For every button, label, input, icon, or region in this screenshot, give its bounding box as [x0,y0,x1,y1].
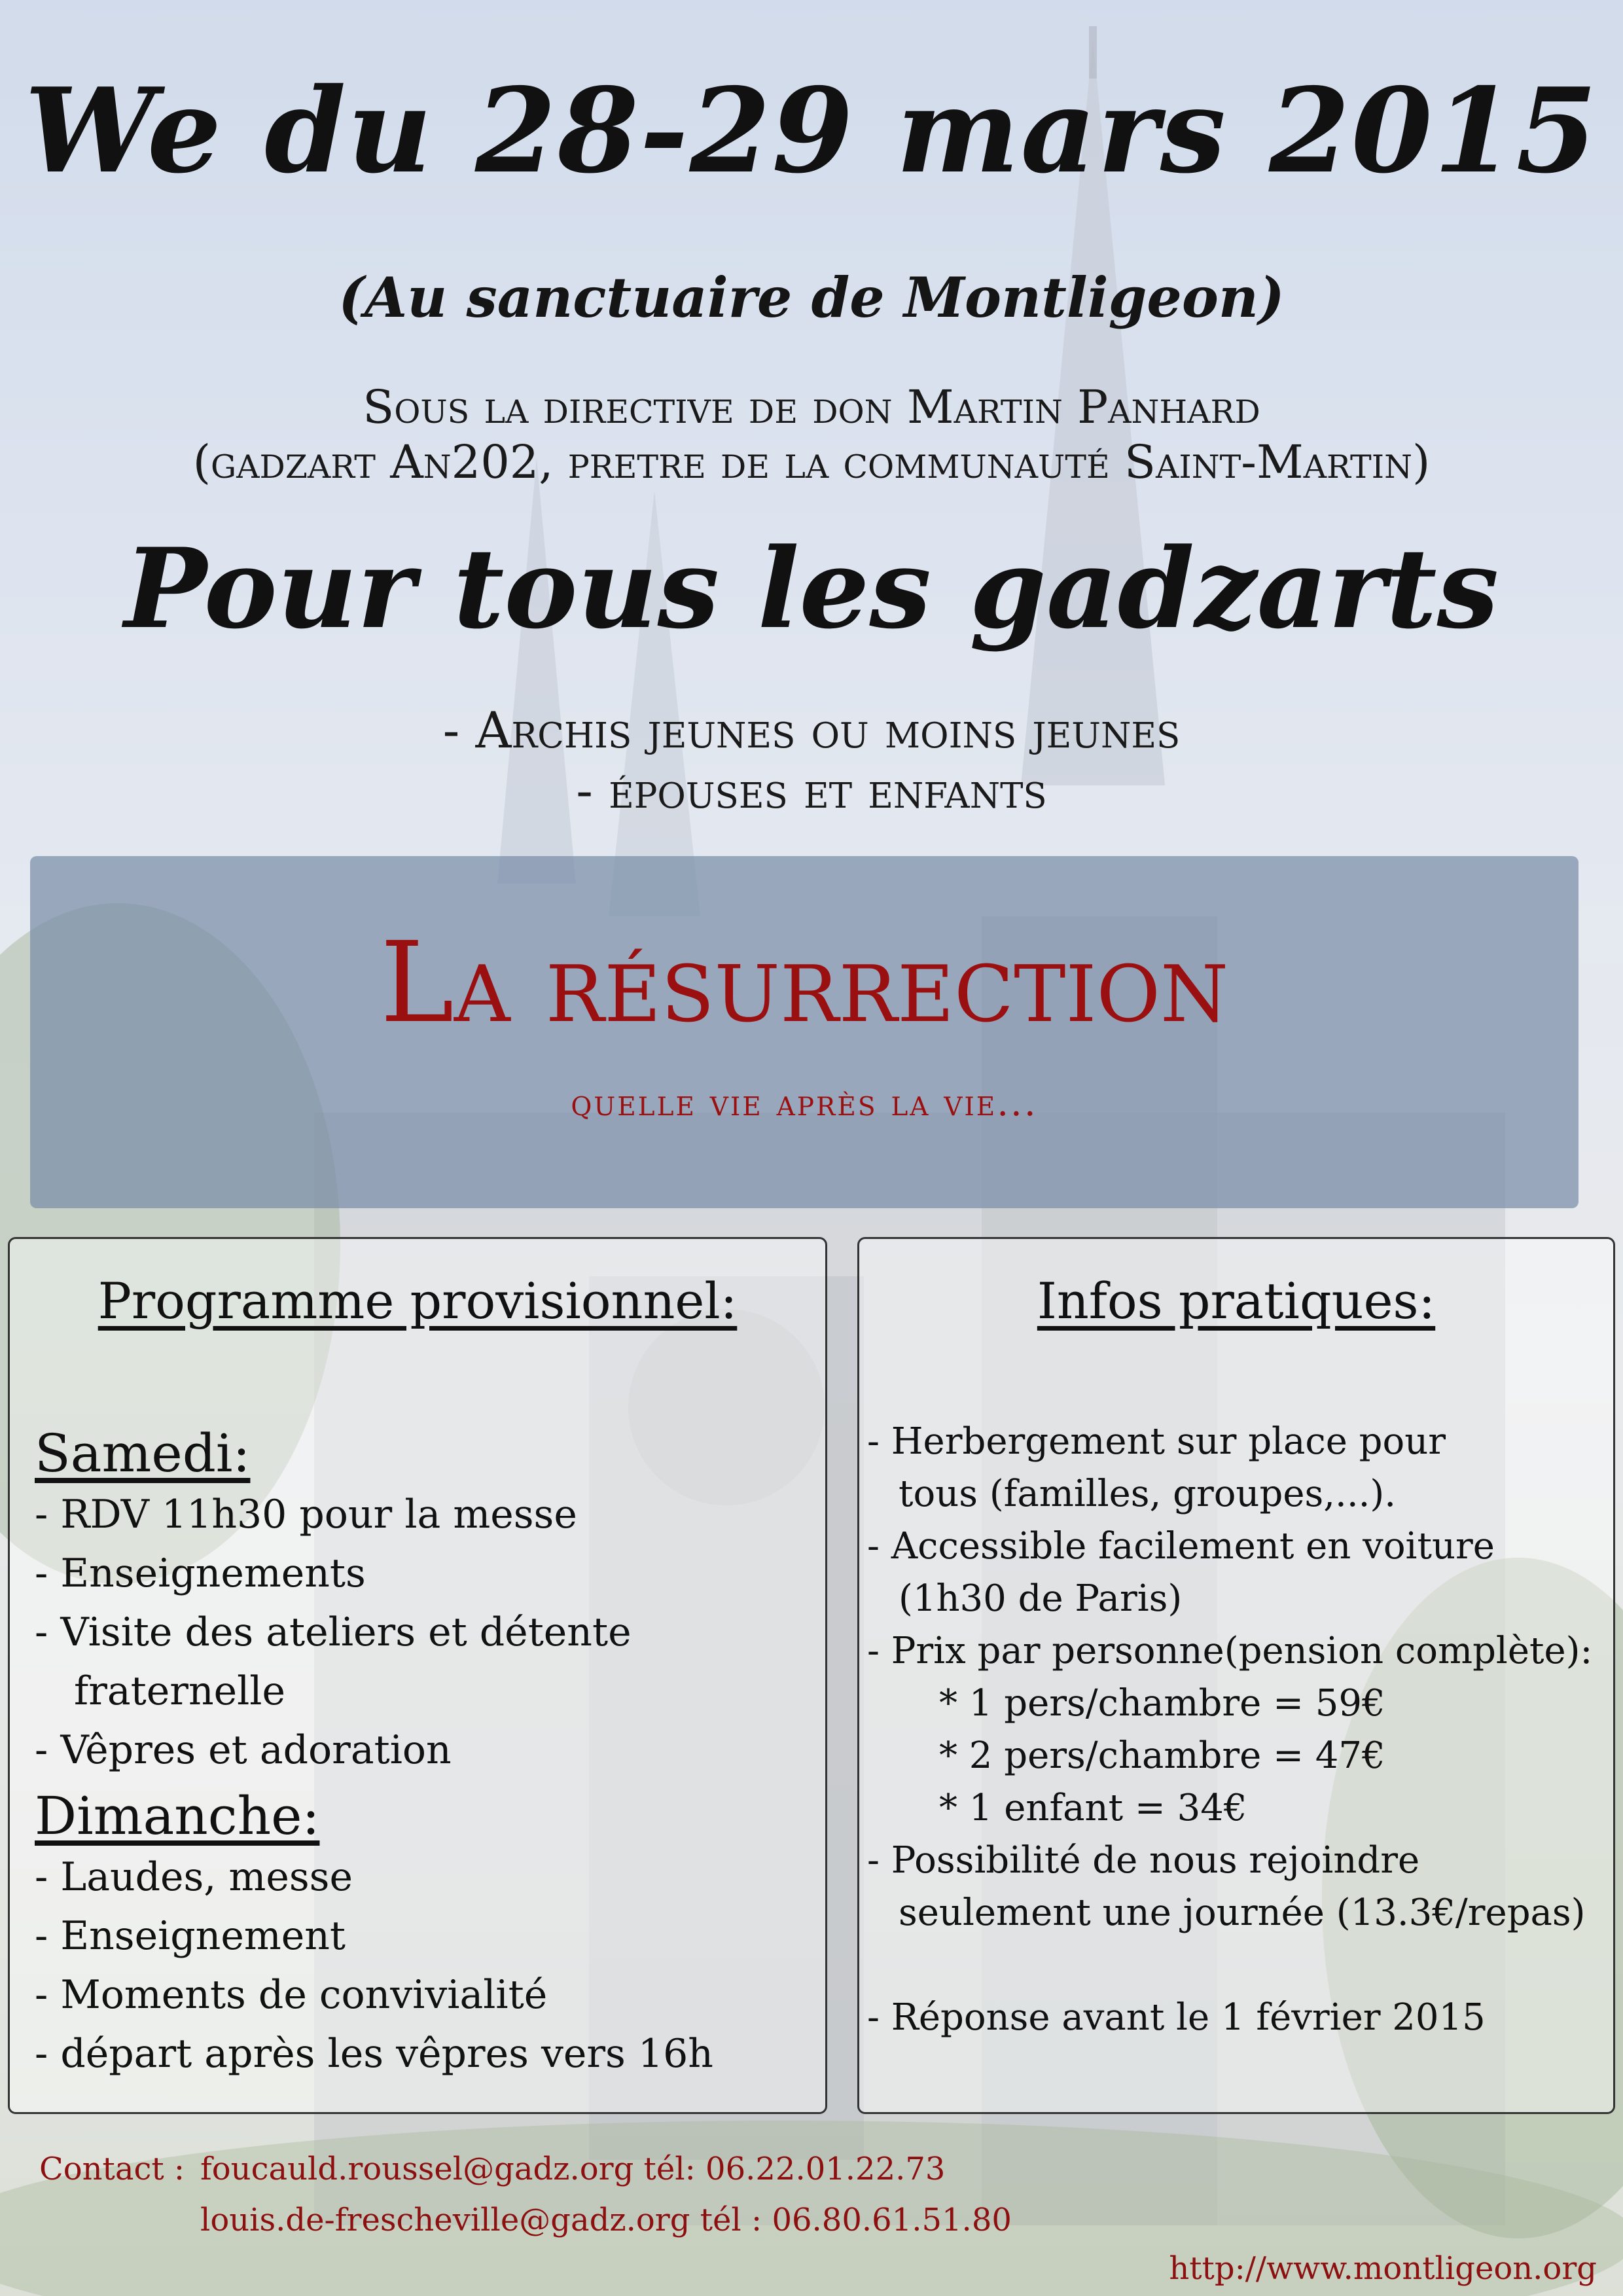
info-line: - Accessible facilement en voiture [867,1525,1495,1568]
info-line: (1h30 de Paris) [899,1577,1183,1620]
program-item: - Visite des ateliers et détente [35,1609,632,1655]
website-link[interactable]: http://www.montligeon.org [1169,2250,1597,2287]
program-item: - départ après les vêpres vers 16h [35,2031,713,2077]
directive-line-1: Sous la directive de don Martin Panhard [363,380,1260,434]
audience-title: Pour tous les gadzarts [124,524,1499,653]
theme-subtitle: quelle vie après la vie... [571,1082,1038,1124]
program-item: - Moments de convivialité [35,1972,548,2018]
practical-body [867,1416,1592,2044]
price-line: * 2 pers/chambre = 47€ [939,1734,1385,1777]
contact-line-1 [39,2144,1012,2195]
price-line: * 1 pers/chambre = 59€ [939,1682,1385,1725]
event-title: We du 28-29 mars 2015 [24,62,1599,199]
program-body [35,1422,713,2083]
contact-label: Contact : [39,2151,185,2187]
info-line: - Réponse avant le 1 février 2015 [867,1996,1486,2039]
sunday-label: Dimanche: [35,1785,320,1846]
audience-list [0,700,1623,821]
audience-line-2: - épouses et enfants [576,761,1047,819]
theme-title: La résurrection [380,918,1229,1048]
audience-line-1: - Archis jeunes ou moins jeunes [442,701,1181,759]
contact-line-2 [39,2195,1012,2246]
program-item: - Laudes, messe [35,1854,353,1900]
program-item: - Enseignements [35,1551,366,1596]
contact-block [39,2144,1012,2246]
price-line: * 1 enfant = 34€ [939,1787,1247,1829]
saturday-label: Samedi: [35,1423,251,1484]
directive-text [0,380,1623,490]
program-heading: Programme provisionnel: [98,1272,738,1330]
program-item: - Enseignement [35,1913,346,1959]
info-line: - Prix par personne(pension complète): [867,1630,1593,1672]
contact-email-1[interactable]: foucauld.roussel@gadz.org tél: 06.22.01.22.73 [200,2151,946,2187]
theme-banner [30,856,1578,1208]
info-line: - Herbergement sur place pour [867,1420,1446,1463]
program-item: - RDV 11h30 pour la messe [35,1492,577,1537]
contact-email-2[interactable]: louis.de-frescheville@gadz.org tél : 06.80.61.51.80 [200,2202,1012,2238]
practical-info-panel [857,1237,1615,2114]
info-line: tous (familles, groupes,...). [899,1473,1397,1515]
info-line: seulement une journée (13.3€/repas) [899,1892,1586,1934]
directive-line-2: (gadzart An202, pretre de la communauté Saint-Martin) [192,435,1431,489]
program-item: - Vêpres et adoration [35,1727,452,1773]
event-location: (Au sanctuaire de Montligeon) [338,265,1285,330]
program-item: fraternelle [74,1668,285,1714]
program-panel [8,1237,827,2114]
info-line: - Possibilité de nous rejoindre [867,1839,1420,1882]
practical-heading: Infos pratiques: [1037,1272,1436,1330]
